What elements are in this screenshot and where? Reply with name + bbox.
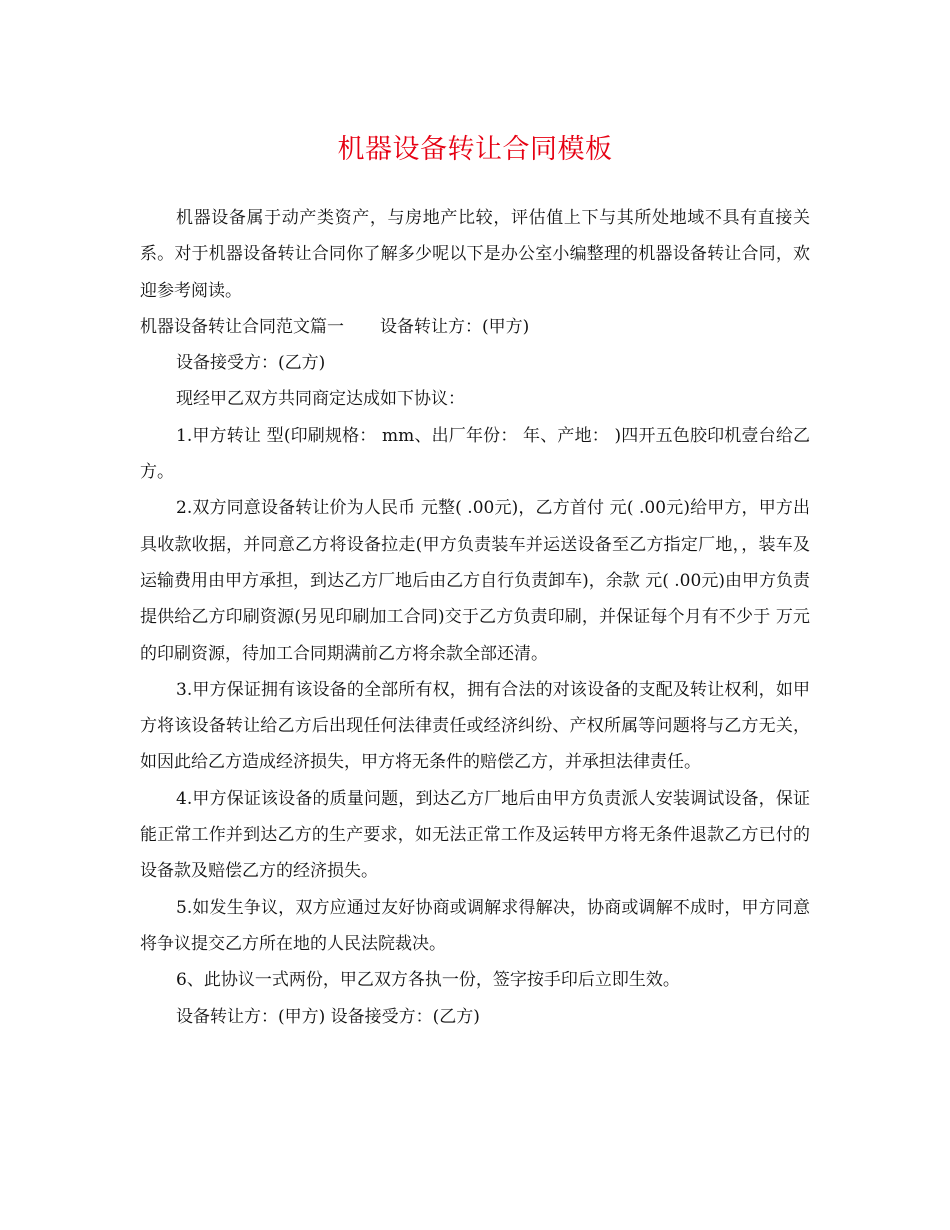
clause-6: 6、此协议一式两份，甲乙双方各执一份，签字按手印后立即生效。 (176, 970, 680, 991)
document-page (140, 128, 810, 1035)
clause-1: 1.甲方转让 型(印刷规格： mm、出厂年份： 年、产地： )四开五色胶印机壹台给乙方。 (140, 425, 810, 483)
clause-3: 3.甲方保证拥有该设备的全部所有权，拥有合法的对该设备的支配及转让权利，如甲方将该设备转让给乙方后出现任何法律责任或经济纠纷、产权所属等问题将与乙方无关，如因此给乙方造成经济损失，甲方将无条件的赔偿乙方，并承担法律责任。 (140, 679, 810, 773)
transferor-line: 设备转让方：(甲方) (380, 316, 530, 337)
clause-4: 4.甲方保证该设备的质量问题，到达乙方厂地后由甲方负责派人安装调试设备，保证能正常工作并到达乙方的生产要求，如无法正常工作及运转甲方将无条件退款乙方已付的设备款及赔偿乙方的经济损失。 (140, 788, 810, 882)
section-heading-row (140, 309, 810, 345)
section-heading: 机器设备转让合同范文篇一 (140, 316, 344, 337)
agreement-line: 现经甲乙双方共同商定达成如下协议： (176, 389, 465, 410)
signature-line: 设备转让方：(甲方) 设备接受方：(乙方) (176, 1006, 480, 1027)
page-title: 机器设备转让合同模板 (337, 134, 613, 165)
transferee-line: 设备接受方：(乙方) (176, 353, 326, 374)
clause-5: 5.如发生争议，双方应通过友好协商或调解求得解决，协商或调解不成时，甲方同意将争议提交乙方所在地的人民法院裁决。 (140, 897, 810, 954)
intro-paragraph: 机器设备属于动产类资产，与房地产比较，评估值上下与其所处地域不具有直接关系。对于机器设备转让合同你了解多少呢以下是办公室小编整理的机器设备转让合同，欢迎参考阅读。 (140, 208, 810, 301)
clause-2: 2.双方同意设备转让价为人民币 元整( .00元)，乙方首付 元( .00元)给甲方，甲方出具收款收据，并同意乙方将设备拉走(甲方负责装车并运送设备至乙方指定厂地，，装车及运输费用由甲方承担，到达乙方厂地后由乙方自行负责卸车)，余款 元( .00元)由甲方负责提供给乙方印刷资源(另见印刷加工合同)交于乙方负责印刷，并保证每个月有不少于 万元的印刷资源，待加工合同期满前乙方将余款全部还清。 (140, 498, 810, 664)
